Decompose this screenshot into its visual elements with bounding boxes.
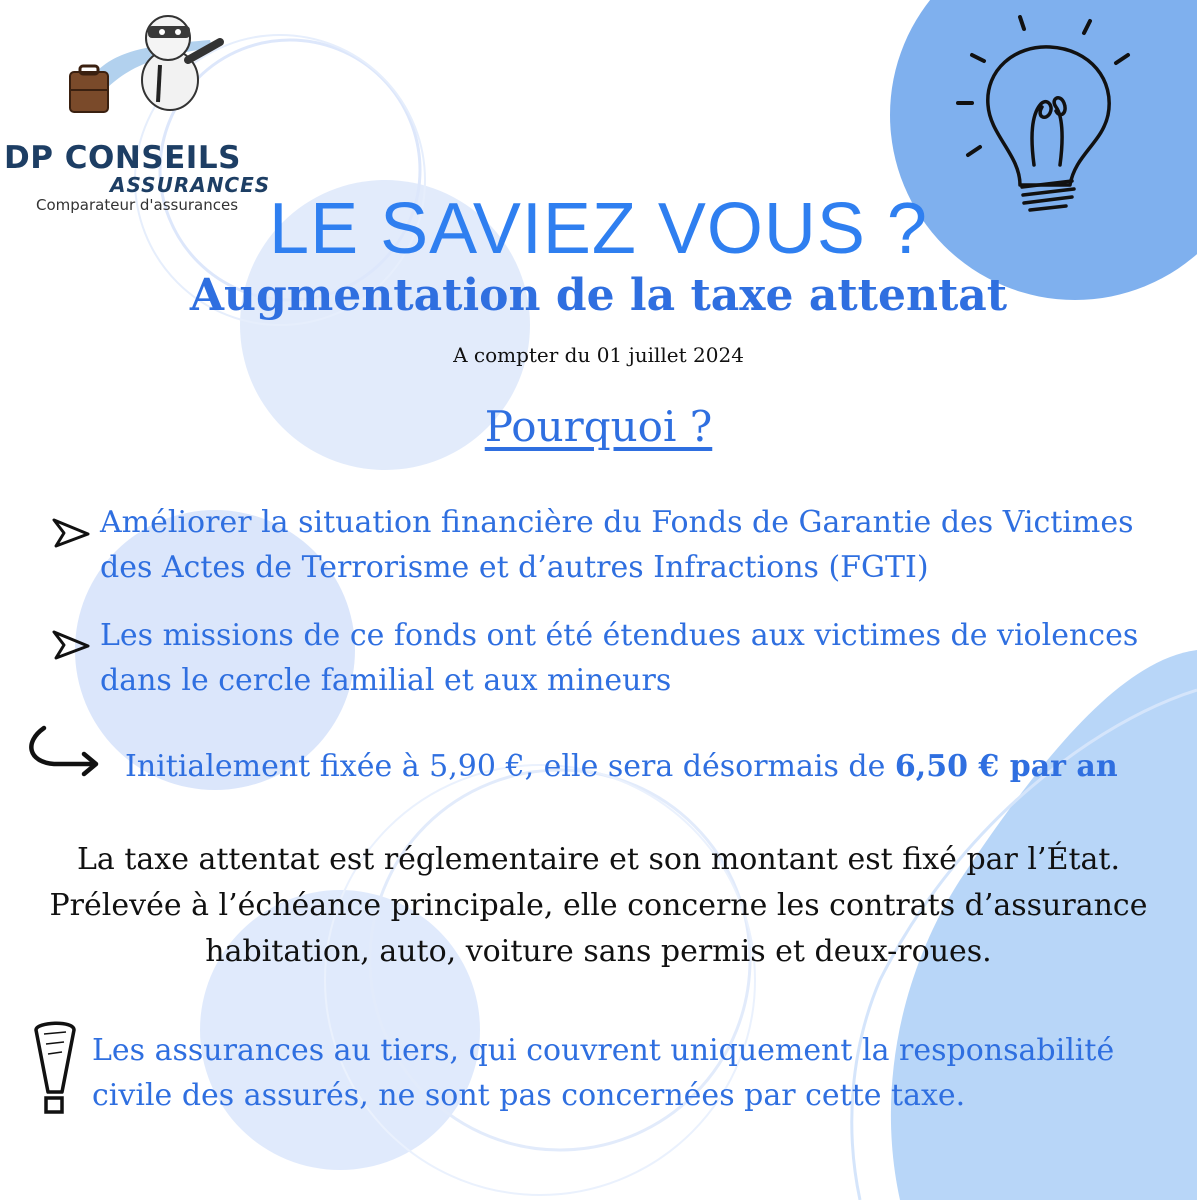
info-paragraph — [0, 837, 1197, 975]
subtitle: Augmentation de la taxe attentat — [189, 270, 1008, 321]
price-new-value: 6,50 € par an — [894, 749, 1118, 784]
info-line-1: La taxe attentat est réglementaire et son montant est fixé par l’État. — [76, 842, 1120, 877]
bullet-1 — [100, 500, 1160, 590]
logo-tagline: Comparateur d'assurances — [36, 196, 239, 214]
logo-assurances: ASSURANCES — [110, 173, 271, 197]
effective-date: A compter du 01 juillet 2024 — [453, 343, 744, 367]
note-line-1: Les assurances au tiers, qui couvrent uniquement la responsabilité — [92, 1033, 1115, 1068]
arrow-bullet-icon — [50, 516, 92, 550]
note-line-2: civile des assurés, ne sont pas concernées par cette taxe. — [92, 1078, 966, 1113]
price-highlight — [125, 744, 1185, 789]
price-text: Initialement fixée à 5,90 €, elle sera désormais de — [125, 749, 895, 784]
headline: LE SAVIEZ VOUS ? — [269, 189, 928, 269]
exclusion-note — [92, 1028, 1182, 1118]
section-title-pourquoi: Pourquoi ? — [484, 402, 713, 451]
bullet-2 — [100, 613, 1160, 703]
info-line-3: habitation, auto, voiture sans permis et deux-roues. — [205, 934, 992, 969]
logo-company-name: DP CONSEILS — [4, 140, 241, 176]
exclamation-icon — [30, 1018, 80, 1118]
bullet-2-line-1: Les missions de ce fonds ont été étendues aux victimes de violences — [100, 618, 1139, 653]
arrow-bullet-icon — [50, 628, 92, 662]
bullet-2-line-2: dans le cercle familial et aux mineurs — [100, 663, 672, 698]
curved-arrow-icon — [22, 722, 104, 778]
bullet-1-line-2: des Actes de Terrorisme et d’autres Infractions (FGTI) — [100, 550, 929, 585]
logo-mascot — [60, 10, 230, 125]
bullet-1-line-1: Améliorer la situation financière du Fonds de Garantie des Victimes — [100, 505, 1134, 540]
info-line-2: Prélevée à l’échéance principale, elle concerne les contrats d’assurance — [49, 888, 1148, 923]
